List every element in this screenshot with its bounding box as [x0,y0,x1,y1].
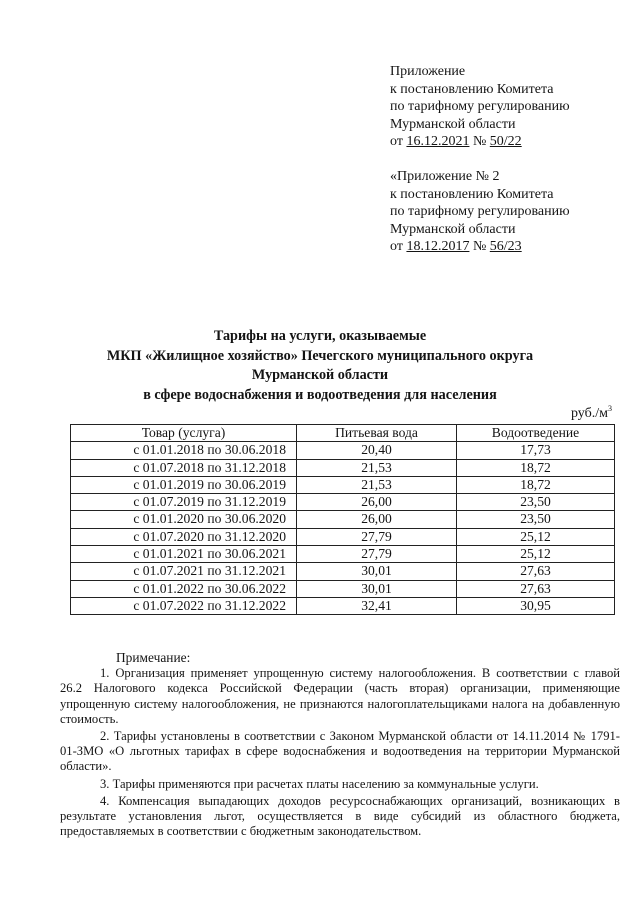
title-line: в сфере водоснабжения и водоотведения для населения [143,386,497,403]
note-item: 4. Компенсация выпадающих доходов ресурсоснабжающих организаций, возникающих в результате установления льгот, осуществляется в виде субсидий из областного бюджета, предоставляемых в соответствии с бюджетным законодательством. [60,793,620,839]
wastewater-cell: 25,12 [457,546,615,563]
appendix-line: Приложение [390,64,466,79]
wastewater-cell: 27,63 [457,580,615,597]
water-cell: 21,53 [297,476,457,493]
notes-heading: Примечание: [116,650,191,665]
period-cell: с 01.01.2021 по 30.06.2021 [71,546,297,563]
water-cell: 26,00 [297,511,457,528]
wastewater-cell: 30,95 [457,597,615,614]
unit-base: руб./м [570,406,608,421]
appendix-line: по тарифному регулированию [390,204,570,220]
period-cell: с 01.07.2021 по 31.12.2021 [71,563,297,580]
wastewater-cell: 25,12 [457,528,615,545]
wastewater-cell: 27,63 [457,563,615,580]
note-item: 1. Организация применяет упрощенную систему налогообложения. В соответствии с главой 26.2 Налогового кодекса Российской Федерации (часть вторая) организации, применяющие упрощенную систему налогообложения, не признаются налогоплательщиками налога на добавленную стоимость. [60,666,620,726]
wastewater-cell: 18,72 [457,476,615,493]
wastewater-cell: 18,72 [457,459,615,476]
table-row [71,528,615,545]
table-row [71,563,615,580]
column-header: Товар (услуга) [71,425,297,442]
table-row [71,494,615,511]
period-cell: с 01.01.2022 по 30.06.2022 [71,580,297,597]
appendix-line: к постановлению Комитета [390,81,554,97]
appendix-date: 18.12.2017 [406,239,470,255]
water-cell: 20,40 [297,442,457,459]
appendix-date-line [390,133,570,151]
appendix-from: от [390,134,403,150]
water-cell: 27,79 [297,546,457,563]
document-title [60,327,580,405]
appendix-number: 50/22 [489,134,522,150]
period-cell: с 01.07.2020 по 31.12.2020 [71,528,297,545]
column-header: Водоотведение [457,425,615,442]
notes-section [60,650,620,841]
period-cell: с 01.07.2018 по 31.12.2018 [71,459,297,476]
note-item: 3. Тарифы применяются при расчетах платы населению за коммунальные услуги. [100,776,539,791]
period-cell: с 01.01.2018 по 30.06.2018 [71,442,297,459]
appendix-number-sign: № [472,239,487,255]
table-row [71,546,615,563]
table-row [71,580,615,597]
table-row [71,459,615,476]
note-item: 2. Тарифы установлены в соответствии с Законом Мурманской области от 14.11.2014 № 1791-01-ЗМО «О льготных тарифах в сфере водоснабжения и водоотведения на территории Мурманской области». [60,729,620,774]
table-header-row [71,425,615,442]
appendix-line: Мурманской области [390,116,516,132]
period-cell: с 01.01.2019 по 30.06.2019 [71,476,297,493]
water-cell: 32,41 [297,597,457,614]
water-cell: 30,01 [297,563,457,580]
water-cell: 21,53 [297,459,457,476]
appendix-header-new [390,63,570,151]
title-line: МКП «Жилищное хозяйство» Печегского муниципального округа [106,347,534,364]
period-cell: с 01.07.2019 по 31.12.2019 [71,494,297,511]
table-row [71,476,615,493]
appendix-line: Мурманской области [390,221,516,237]
title-line: Мурманской области [251,367,389,383]
appendix-line: «Приложение № 2 [390,169,500,184]
water-cell: 26,00 [297,494,457,511]
appendix-number-sign: № [472,134,487,150]
table-row [71,511,615,528]
tariff-table [70,424,615,615]
period-cell: с 01.01.2020 по 30.06.2020 [71,511,297,528]
water-cell: 30,01 [297,580,457,597]
unit-label [571,406,612,422]
table-row [71,442,615,459]
wastewater-cell: 17,73 [457,442,615,459]
wastewater-cell: 23,50 [457,511,615,528]
title-line: Тарифы на услуги, оказываемые [213,328,427,344]
appendix-line: по тарифному регулированию [390,99,570,115]
wastewater-cell: 23,50 [457,494,615,511]
unit-superscript: 3 [608,404,612,413]
appendix-number: 56/23 [489,239,522,255]
appendix-date-line [390,238,570,256]
table-row [71,597,615,614]
appendix-date: 16.12.2021 [406,134,470,150]
column-header: Питьевая вода [297,425,457,442]
appendix-line: к постановлению Комитета [390,186,554,202]
appendix-header-old [390,168,570,256]
water-cell: 27,79 [297,528,457,545]
appendix-from: от [390,239,403,255]
period-cell: с 01.07.2022 по 31.12.2022 [71,597,297,614]
